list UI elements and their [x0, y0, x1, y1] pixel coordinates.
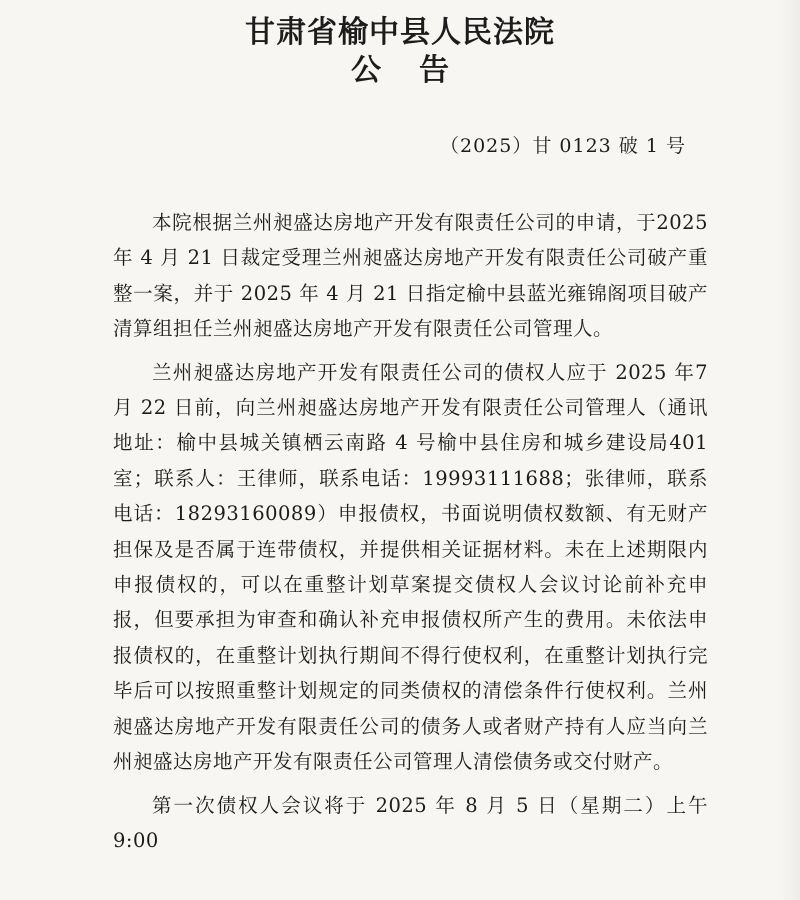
- paragraph-meeting: 第一次债权人会议将于 2025 年 8 月 5 日（星期二）上午 9:00: [113, 793, 708, 852]
- page-edge-shadow: [778, 0, 800, 900]
- document-body: [113, 205, 708, 858]
- case-number: （2025）甘 0123 破 1 号: [440, 135, 686, 157]
- court-name: 甘肃省榆中县人民法院: [245, 15, 555, 50]
- paragraph-claims: 兰州昶盛达房地产开发有限责任公司的债权人应于 2025 年7 月 22 日前，向兰州昶盛达房地产开发有限责任公司管理人（通讯地址：榆中县城关镇栖云南路 4 号榆中县住房和城乡建设局401 室；联系人：王律师，联系电话：19993111688；张律师，联系电话：18293160089）申报债权，书面说明债权数额、有无财产担保及是否属于连带债权，并提供相关证据材料。未在上述期限内申报债权的，可以在重整计划草案提交债权人会议讨论前补充申报，但要承担为审查和确认补充申报债权所产生的费用。未依法申报债权的，在重整计划执行期间不得行使权利，在重整计划执行完毕后可以按照重整计划规定的同类债权的清偿条件行使权利。兰州昶盛达房地产开发有限责任公司的债务人或者财产持有人应当向兰州昶盛达房地产开发有限责任公司管理人清偿债务或交付财产。: [113, 360, 708, 774]
- paragraph-acceptance: 本院根据兰州昶盛达房地产开发有限责任公司的申请，于2025 年 4 月 21 日裁定受理兰州昶盛达房地产开发有限责任公司破产重整一案，并于 2025 年 4 月 21 日指定榆中县蓝光雍锦阁项目破产清算组担任兰州昶盛达房地产开发有限责任公司管理人。: [113, 211, 708, 341]
- document-title: 公告: [351, 53, 487, 88]
